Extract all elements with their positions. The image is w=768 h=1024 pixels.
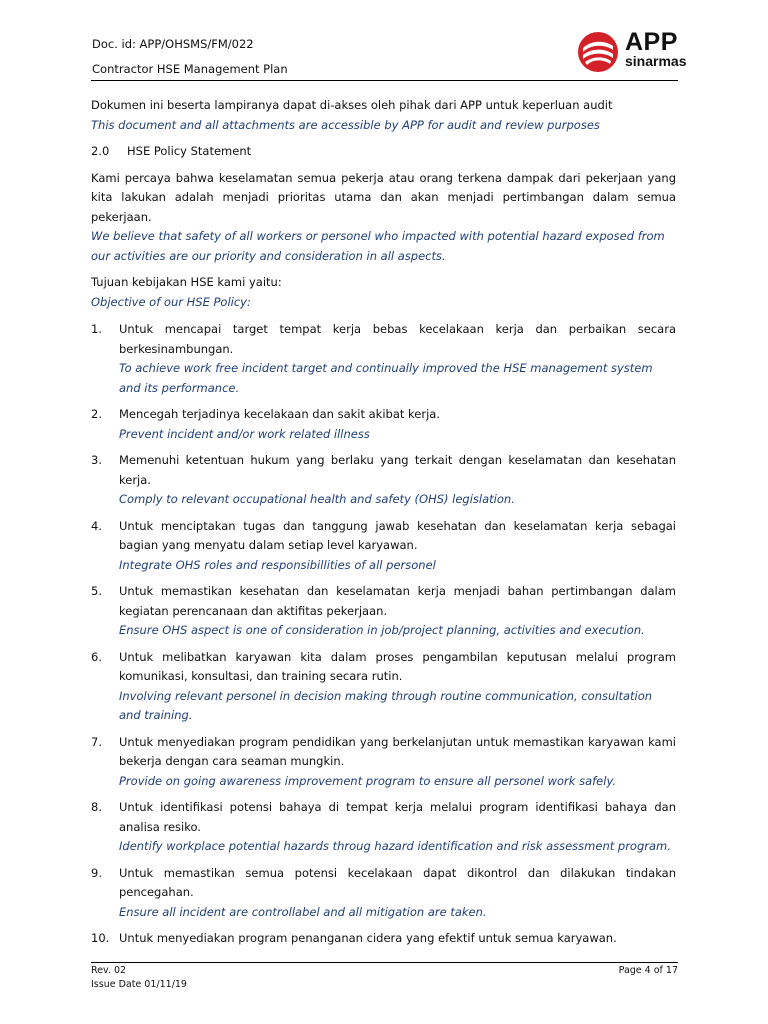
- item-text-en: Provide on going awareness improvement program to ensure all personel work safely.: [119, 773, 617, 788]
- app-swirl-logo-icon: [577, 31, 619, 73]
- list-item: [91, 582, 676, 641]
- doc-id: Doc. id: APP/OHSMS/FM/022: [92, 37, 254, 51]
- item-text-id: Memenuhi ketentuan hukum yang berlaku yang terkait dengan keselamatan dan kesehatan kerja.: [119, 453, 676, 487]
- header-info: [92, 32, 288, 82]
- footer-divider: [91, 962, 678, 963]
- section-title: HSE Policy Statement: [127, 144, 252, 158]
- intro-text-en: This document and all attachments are accessible by APP for audit and review purposes: [91, 117, 600, 132]
- item-text-id: Untuk memastikan kesehatan dan keselamatan kerja menjadi bahan pertimbangan dalam kegiatan perencanaan dan aktifitas pekerjaan.: [119, 584, 676, 618]
- list-item: [91, 405, 676, 444]
- item-number: 7.: [91, 734, 102, 749]
- intro-text-id: Dokumen ini beserta lampiranya dapat di-akses oleh pihak dari APP untuk keperluan audit: [91, 98, 613, 112]
- list-item: [91, 320, 676, 398]
- list-item: [91, 798, 676, 857]
- list-item: [91, 733, 676, 792]
- section-heading: [91, 142, 676, 162]
- list-item: [91, 864, 676, 923]
- objective-label-en: Objective of our HSE Policy:: [91, 294, 251, 309]
- item-number: 3.: [91, 453, 102, 467]
- item-text-en: Comply to relevant occupational health and safety (OHS) legislation.: [119, 492, 515, 506]
- app-sinarmas-logo: [577, 30, 687, 74]
- page-number: Page 4 of 17: [618, 965, 678, 976]
- item-text-en: Involving relevant personel in decision making through routine communication, consultation and training.: [119, 688, 653, 722]
- item-text-id: Mencegah terjadinya kecelakaan dan sakit akibat kerja.: [119, 407, 440, 421]
- item-text-en: To achieve work free incident target and continually improved the HSE management system and its performance.: [119, 361, 653, 395]
- doc-title: Contractor HSE Management Plan: [92, 62, 288, 76]
- item-number: 1.: [91, 322, 102, 336]
- item-number: 2.: [91, 407, 102, 421]
- section-number: 2.0: [91, 144, 110, 158]
- item-text-id: Untuk menyediakan program pendidikan yang berkelanjutan untuk memastikan karyawan kami bekerja dengan cara seaman mungkin.: [119, 734, 676, 768]
- item-text-en: Prevent incident and/or work related illness: [119, 426, 370, 441]
- list-item: [91, 451, 676, 510]
- list-item: [91, 517, 676, 576]
- logo-wordmark: APP: [625, 28, 678, 56]
- item-text-id: Untuk identifikasi potensi bahaya di tempat kerja melalui program identifikasi bahaya dan analisa resiko.: [119, 800, 676, 834]
- issue-date: Issue Date 01/11/19: [91, 979, 187, 990]
- item-text-en: Ensure all incident are controllabel and all mitigation are taken.: [119, 904, 487, 919]
- header-divider: [91, 80, 678, 81]
- document-body: [91, 96, 676, 956]
- item-number: 10.: [91, 931, 110, 945]
- statement-text-id: Kami percaya bahwa keselamatan semua pekerja atau orang terkena dampak dari pekerjaan yang kita lakukan adalah menjadi prioritas utama dan akan menjadi pertimbangan dalam semua pekerjaan.: [91, 170, 676, 224]
- item-number: 4.: [91, 518, 102, 533]
- revision-label: Rev. 02: [91, 965, 127, 976]
- footer-info: [91, 964, 187, 992]
- item-text-id: Untuk menyediakan program penanganan cidera yang efektif untuk semua karyawan.: [119, 931, 617, 945]
- item-number: 8.: [91, 800, 102, 814]
- list-item: [91, 648, 676, 726]
- item-text-en: Identify workplace potential hazards throug hazard identification and risk assessment program.: [119, 839, 671, 853]
- item-number: 9.: [91, 865, 102, 880]
- item-number: 5.: [91, 584, 102, 598]
- statement-text-en: We believe that safety of all workers or personel who impacted with potential hazard exposed from our activities are our priority and consideration in all aspects.: [91, 229, 665, 263]
- item-text-en: Ensure OHS aspect is one of consideration in job/project planning, activities and execution.: [119, 623, 645, 637]
- item-number: 6.: [91, 649, 102, 664]
- item-text-en: Integrate OHS roles and responsibillities of all personel: [119, 557, 436, 572]
- item-text-id: Untuk memastikan semua potensi kecelakaan dapat dikontrol dan dilakukan tindakan pencegahan.: [119, 865, 676, 899]
- list-item: [91, 929, 676, 949]
- item-text-id: Untuk mencapai target tempat kerja bebas kecelakaan kerja dan perbaikan secara berkesinambungan.: [119, 322, 676, 356]
- logo-subtitle: sinarmas: [625, 53, 687, 69]
- item-text-id: Untuk menciptakan tugas dan tanggung jawab kesehatan dan keselamatan kerja sebagai bagian yang menyatu dalam setiap level karyawan.: [119, 518, 676, 552]
- objective-label-id: Tujuan kebijakan HSE kami yaitu:: [91, 275, 282, 289]
- item-text-id: Untuk melibatkan karyawan kita dalam proses pengambilan keputusan melalui program komunikasi, konsultasi, dan training secara rutin.: [119, 649, 676, 683]
- policy-list: [91, 320, 676, 949]
